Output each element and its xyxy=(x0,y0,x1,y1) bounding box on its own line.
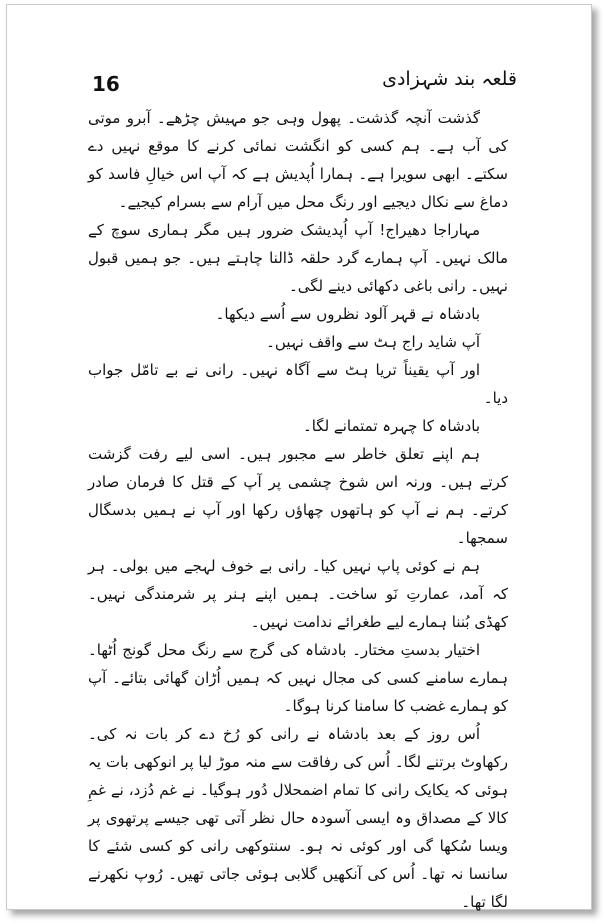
paragraph: بادشاہ کا چہرہ تمتمانے لگا۔ xyxy=(302,417,480,435)
paragraph: اُس روز کے بعد بادشاہ نے رانی کو رُخ دے کر بات نہ کی۔ رکھاوٹ برتنے لگا۔ اُس کی رفاقت سے منہ موڑ لیا پر انوکھی بات یہ ہوئی کہ یکایک رانی کا تمام اضمحلال دُور ہوگیا۔ نے غم دُزد، نے غمِ کالا کے مصداق وہ ایسی آسودہ حال نظر آتی تھی جیسے پرتھوی پر ویسا سُکھا گی اور کوئی نہ ہو۔ سنتوکھی رانی کو کسی شئے کا سانسا نہ تھا۔ اُس کی آنکھیں گلابی ہوئی جاتی تھیں۔ رُوپ نکھرنے لگا تھا۔ xyxy=(88,725,508,911)
paragraph: بادشاہ نے قہر آلود نظروں سے اُسے دیکھا۔ xyxy=(215,305,480,323)
paragraph: مہاراجا دھیراج! آپ اُپدیشک ضرور ہیں مگر ہماری سوچ کے مالک نہیں۔ آپ ہمارے گرد حلقہ ڈالنا چاہتے ہیں۔ جو ہمیں قبول نہیں۔ رانی باغی دکھائی دینے لگی۔ xyxy=(88,221,508,295)
page-number: 16 xyxy=(92,72,120,96)
book-title: قلعہ بند شہزادی xyxy=(382,68,517,90)
paragraph: اختیار بدستِ مختار۔ بادشاہ کی گرج سے رنگ محل گونج اُٹھا۔ ہمارے سامنے کسی کی مجال نہیں کہ ہمیں اُڑان گھائی بتائے۔ آپ کو ہمارے غضب کا سامنا کرنا ہوگا۔ xyxy=(88,641,508,715)
page-header xyxy=(92,68,517,102)
paragraph: آپ شاید راج ہٹ سے واقف نہیں۔ xyxy=(266,333,480,351)
paragraph: اور آپ یقیناً تریا ہٹ سے آگاہ نہیں۔ رانی نے بے تامّل جواب دیا۔ xyxy=(88,361,508,407)
paragraph: ہم اپنے تعلق خاطر سے مجبور ہیں۔ اسی لیے رفت گزشت کرتے ہیں۔ ورنہ اس شوخ چشمی پر آپ کے قتل کا فرمان صادر کرتے۔ ہم نے آپ کو ہاتھوں چھاؤں رکھا اور آپ نے ہمیں بدسگال سمجھا۔ xyxy=(88,445,508,547)
page-body xyxy=(88,104,508,916)
paragraph: گذشت آنچہ گذشت۔ پھول وہی جو مہیش چڑھے۔ آبرو موتی کی آب ہے۔ ہم کسی کو انگشت نمائی کرنے کا موقع نہیں دے سکتے۔ ابھی سویرا ہے۔ ہمارا اُپدیش ہے کہ آپ اس خیالِ فاسد کو دماغ سے نکال دیجیے اور رنگ محل میں آرام سے بسرام کیجیے۔ xyxy=(88,109,508,211)
paragraph: ہم نے کوئی پاپ نہیں کیا۔ رانی بے خوف لہجے میں بولی۔ ہر کہ آمد، عمارتِ نَو ساخت۔ ہمیں اپنے ہنر پر شرمندگی نہیں۔ کھڈی بُننا ہمارے لیے طغرائے ندامت نہیں۔ xyxy=(88,557,508,631)
